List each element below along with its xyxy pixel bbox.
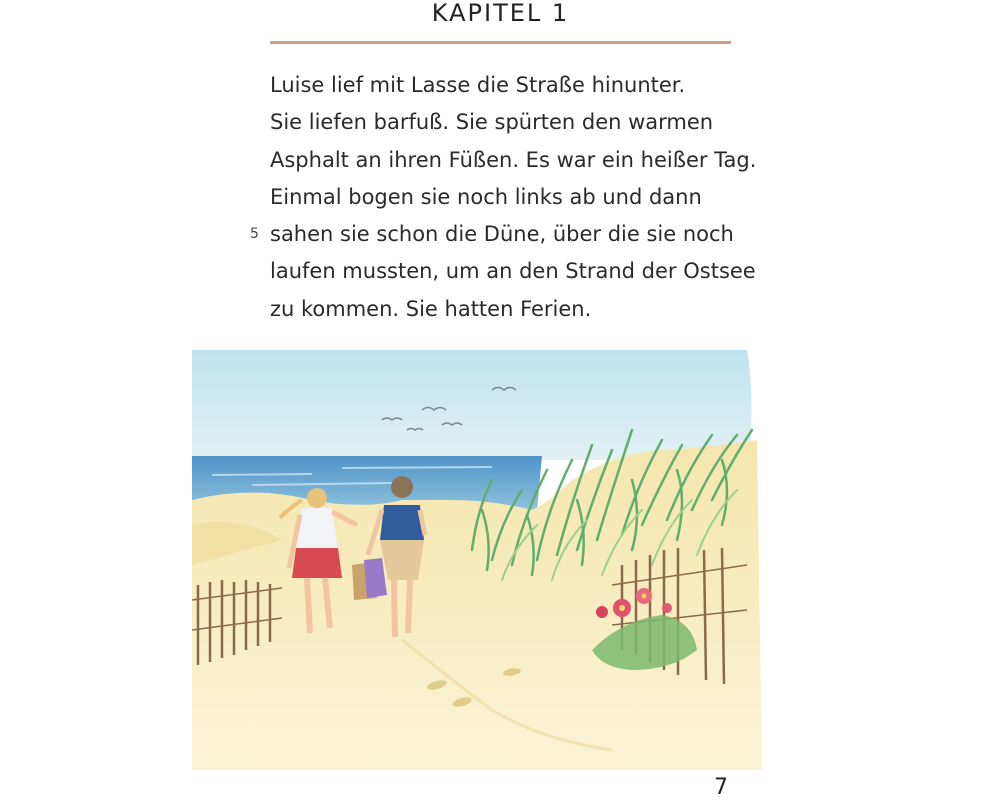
text-line: [270, 104, 750, 141]
title-rule: [270, 41, 731, 44]
page-number: 7: [714, 775, 728, 800]
line-text: zu kommen. Sie hatten Ferien.: [270, 296, 592, 321]
text-line: [270, 253, 756, 290]
story-text: [250, 67, 757, 328]
line-text: Luise lief mit Lasse die Straße hinunter.: [270, 73, 686, 97]
line-text: Asphalt an ihren Füßen. Es war ein heißer Tag.: [270, 147, 757, 172]
text-line: [250, 216, 750, 253]
chapter-title: KAPITEL 1: [431, 0, 570, 27]
text-line: [270, 67, 750, 104]
line-number: 5: [250, 226, 259, 243]
line-text: Sie liefen barfuß. Sie spürten den warmen: [270, 110, 714, 135]
line-text: Einmal bogen sie noch links ab und dann: [270, 184, 702, 209]
beach-illustration: [192, 350, 762, 770]
sky: [192, 350, 751, 460]
text-line: [270, 179, 750, 216]
line-text: laufen mussten, um an den Strand der Ostsee: [270, 259, 756, 284]
line-text: sahen sie schon die Düne, über die sie noch: [270, 222, 734, 247]
text-line: [270, 291, 750, 328]
text-line: [270, 142, 757, 179]
